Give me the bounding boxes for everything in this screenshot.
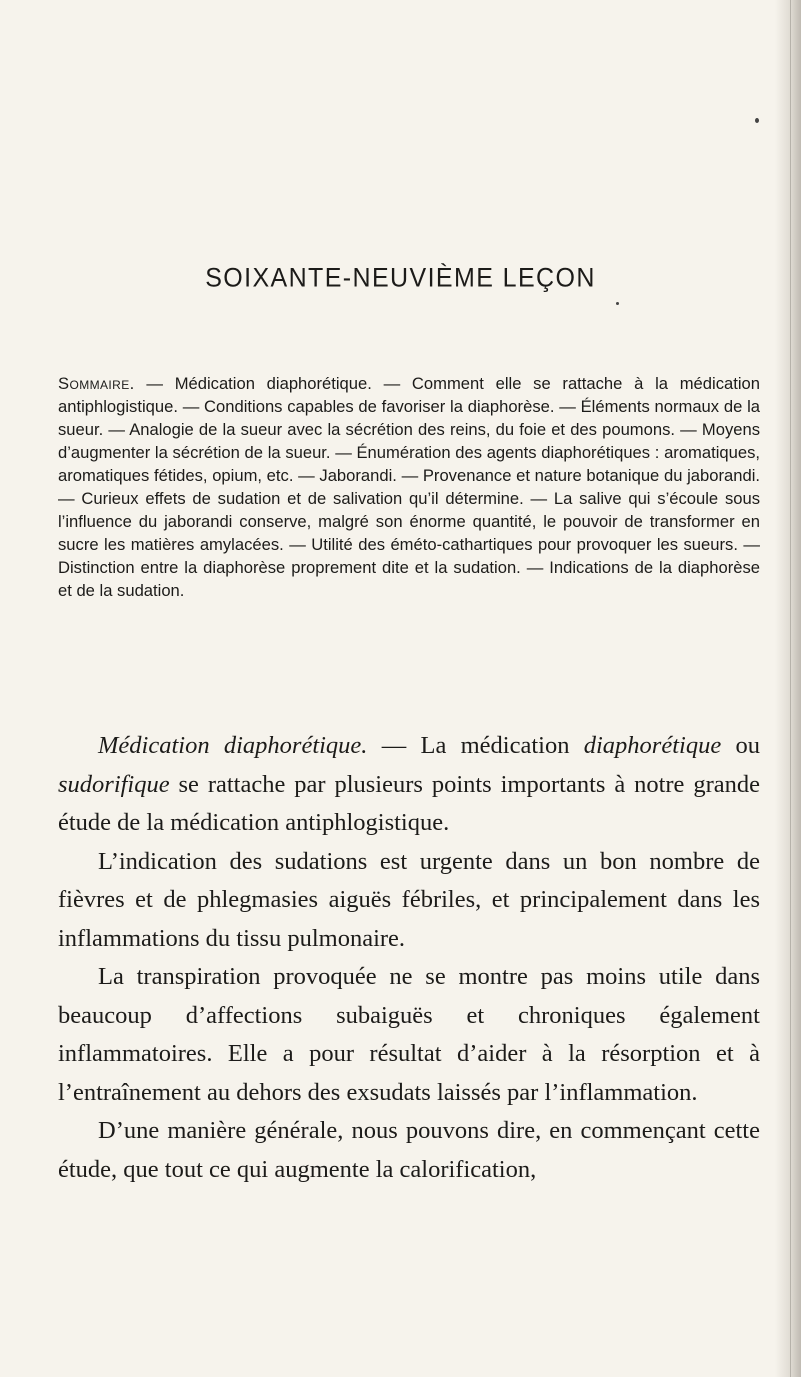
page-edge-shadow [775, 0, 801, 1377]
paragraph-1-text-c: se rattache par plusieurs points importants à notre grande étude de la médication antiphlogistique. [58, 770, 760, 836]
ink-speck [616, 302, 619, 305]
summary-label: Sommaire. [58, 374, 135, 393]
section-heading: Médication diaphorétique. [98, 732, 368, 759]
term-sudorifique: sudorifique [58, 770, 170, 798]
paragraph-1-text-b: ou [721, 732, 760, 759]
paragraph-2: L’indication des sudations est urgente dans un bon nombre de fièvres et de phlegmasies aiguës fébriles, et principalement dans les inflammations du tissu pulmonaire. [58, 847, 760, 952]
ink-speck [755, 118, 759, 123]
paragraph-1-text-a: — La médication [367, 732, 584, 759]
paragraph-3: La transpiration provoquée ne se montre pas moins utile dans beaucoup d’affections subaiguës et chroniques également inflammatoires. Elle a pour résultat d’aider à la résorption et à l’entraînement au dehors des exsudats laissés par l’inflammation. [58, 963, 760, 1106]
page-edge-line [790, 0, 791, 1377]
chapter-title: SOIXANTE-NEUVIÈME LEÇON [205, 262, 596, 294]
paragraph-1 [58, 727, 760, 843]
summary-text: — Médication diaphorétique. — Comment elle se rattache à la médication antiphlogistique. — Conditions capables de favoriser la diaphorèse. — Éléments normaux de la sueur. — Analogie de la sueur avec la sécrétion des reins, du foie et des poumons. — Moyens d’augmenter la sécrétion de la sueur. — Énumération des agents diaphorétiques : aromatiques, aromatiques fétides, opium, etc. — Jaborandi. — Provenance et nature botanique du jaborandi. — Curieux effets de sudation et de salivation qu’il détermine. — La salive qui s’écoule sous l’influence du jaborandi conserve, malgré son énorme quantité, le pouvoir de transformer en sucre les matières amylacées. — Utilité des éméto-cathartiques pour provoquer les sueurs. — Distinction entre la diaphorèse proprement dite et la sudation. — Indications de la diaphorèse et de la sudation. [58, 374, 760, 600]
chapter-summary [58, 372, 760, 602]
paragraph-4: D’une manière générale, nous pouvons dire, en commençant cette étude, que tout ce qui augmente la calorification, [58, 1117, 760, 1183]
body-text [58, 727, 760, 1189]
term-diaphoretique: diaphorétique [583, 732, 722, 759]
